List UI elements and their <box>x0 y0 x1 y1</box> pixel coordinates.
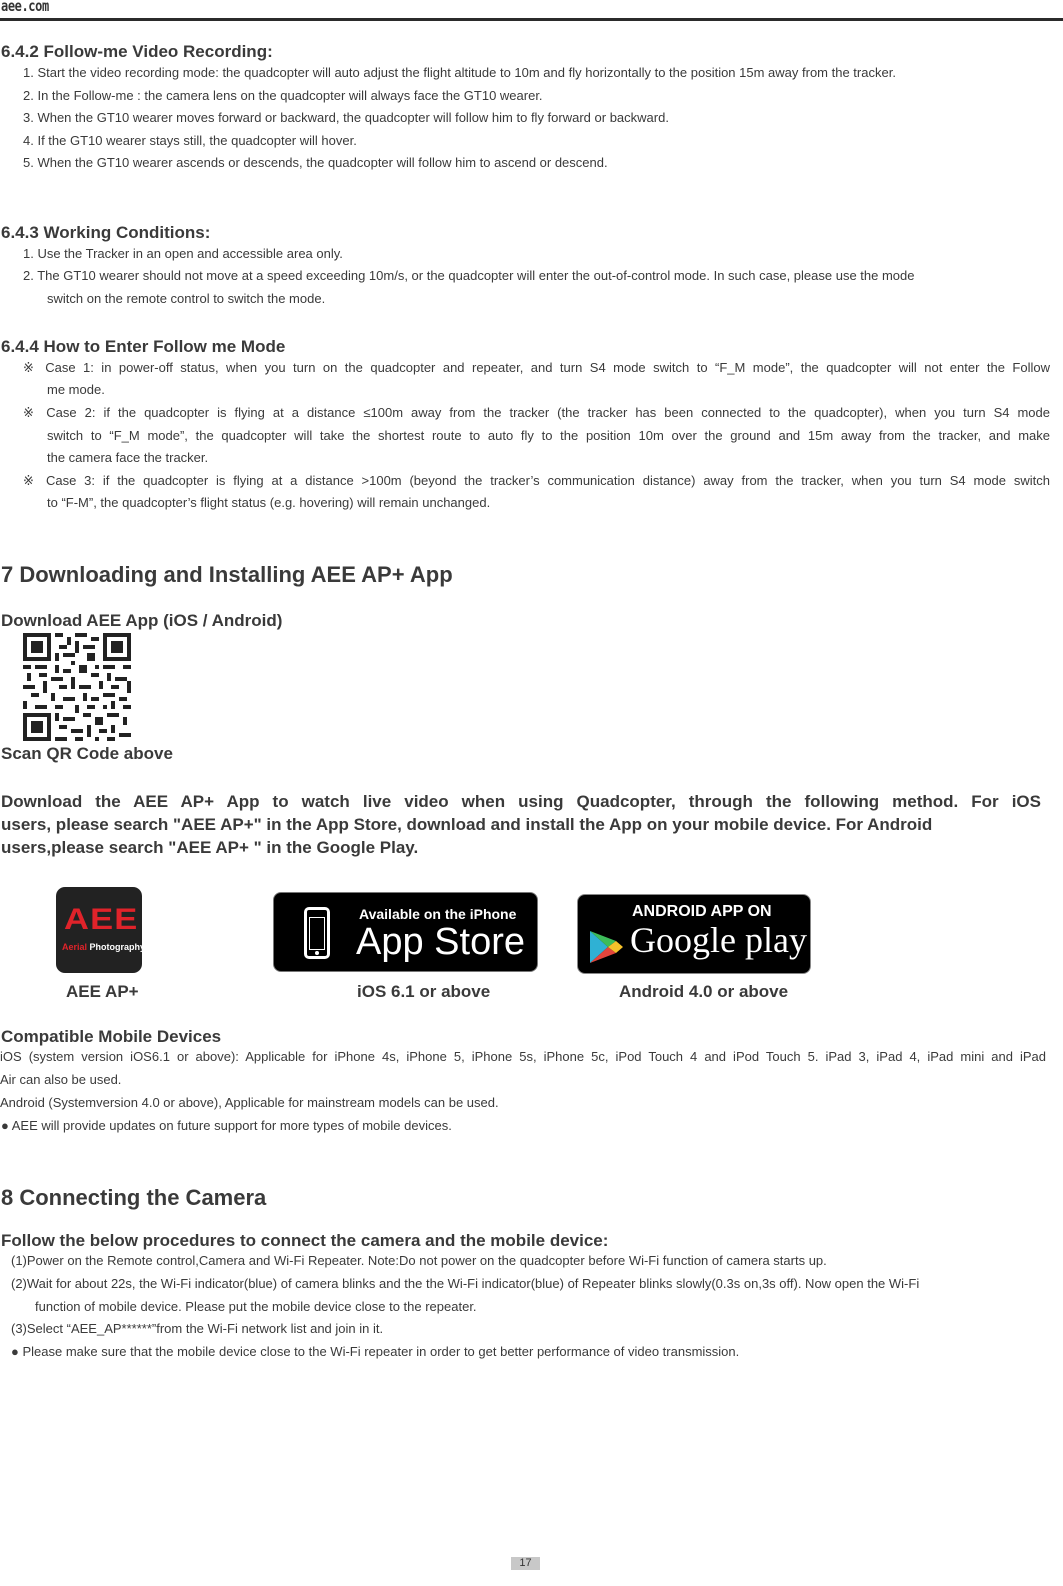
section-644-title: 6.4.4 How to Enter Follow me Mode <box>1 337 286 356</box>
procedure-step: (2)Wait for about 22s, the Wi-Fi indicator(blue) of camera blinks and the the Wi-Fi indicator(blue) of Repeater blinks slowly(0.3s on,3s off). Now open the Wi-Fi <box>11 1276 920 1291</box>
section-8-subtitle: Follow the below procedures to connect the camera and the mobile device: <box>1 1231 609 1250</box>
section-642-item: 1. Start the video recording mode: the quadcopter will auto adjust the flight altitude to 10m and fly horizontally to the position 15m away from the tracker. <box>23 65 896 80</box>
page-number: 17 <box>511 1557 540 1570</box>
section-8-title: 8 Connecting the Camera <box>1 1185 267 1210</box>
section-642-item: 3. When the GT10 wearer moves forward or backward, the quadcopter will follow him to fly forward or backward. <box>23 110 669 125</box>
compatible-line: Air can also be used. <box>0 1072 122 1087</box>
procedure-step: (3)Select “AEE_AP******”from the Wi-Fi network list and join in it. <box>11 1321 384 1336</box>
qr-code-image <box>23 633 131 741</box>
procedure-step-cont: function of mobile device. Please put the mobile device close to the repeater. <box>35 1299 477 1314</box>
compatible-line: Android (Systemversion 4.0 or above), Applicable for mainstream models can be used. <box>0 1095 499 1110</box>
brand-logo-text: aee.com <box>1 0 49 15</box>
google-play-badge-line1: ANDROID APP ON <box>632 903 772 920</box>
download-paragraph-line: users, please search "AEE AP+" in the App Store, download and install the App on your mobile device. For Android <box>1 815 933 834</box>
case-2-cont: switch to “F_M mode”, the quadcopter will take the shortest route to auto fly to the position 10m over the ground and 15m away from the tracker, and make <box>47 428 1050 443</box>
google-play-triangle-icon <box>588 929 624 965</box>
iphone-icon <box>304 907 330 959</box>
case-1-line: ※ Case 1: in power-off status, when you turn on the quadcopter and repeater, and turn S4 mode switch to “F_M mode”, the quadcopter will not enter the Follow <box>23 360 1050 375</box>
download-paragraph-line: users,please search "AEE AP+ " in the Google Play. <box>1 838 419 857</box>
scan-qr-label: Scan QR Code above <box>1 744 173 763</box>
android-version-label: Android 4.0 or above <box>619 982 789 1001</box>
section-642-item: 5. When the GT10 wearer ascends or descends, the quadcopter will follow him to ascend or descend. <box>23 155 608 170</box>
compatible-line: iOS (system version iOS6.1 or above): Applicable for iPhone 4s, iPhone 5, iPhone 5s, iPhone 5c, iPod Touch 4 and iPod Touch 5. iPad 3, iPad 4, iPad mini and iPad <box>0 1049 1046 1064</box>
case-2-cont: the camera face the tracker. <box>47 450 209 465</box>
header-bar <box>0 0 1063 21</box>
procedure-step: (1)Power on the Remote control,Camera and Wi-Fi Repeater. Note:Do not power on the quadcopter before Wi-Fi function of camera starts up. <box>11 1253 827 1268</box>
app-store-badge[interactable] <box>273 892 538 972</box>
case-2-line: ※ Case 2: if the quadcopter is flying at a distance ≤100m away from the tracker (the tracker has been connected to the quadcopter), when you turn S4 mode <box>23 405 1050 420</box>
section-643-item: 2. The GT10 wearer should not move at a speed exceeding 10m/s, or the quadcopter will enter the out-of-control mode. In such case, please use the mode <box>23 268 915 283</box>
app-store-badge-line2: App Store <box>356 921 525 963</box>
google-play-badge-line2: Google play <box>630 920 807 960</box>
aee-app-label: AEE AP+ <box>66 982 139 1001</box>
section-642-item: 2. In the Follow-me : the camera lens on the quadcopter will always face the GT10 wearer. <box>23 88 543 103</box>
aee-app-icon[interactable] <box>56 887 146 973</box>
compatible-bullet: ● AEE will provide updates on future support for more types of mobile devices. <box>1 1118 452 1133</box>
app-store-badge-line1: Available on the iPhone <box>359 906 517 922</box>
download-paragraph-line: Download the AEE AP+ App to watch live video when using Quadcopter, through the following method. For iOS <box>1 792 1041 811</box>
ios-version-label: iOS 6.1 or above <box>357 982 491 1001</box>
section-642-item: 4. If the GT10 wearer stays still, the quadcopter will hover. <box>23 133 357 148</box>
download-heading: Download AEE App (iOS / Android) <box>1 611 283 630</box>
case-3-line: ※ Case 3: if the quadcopter is flying at a distance >100m (beyond the tracker’s communication distance) away from the tracker, when you turn S4 mode switch <box>23 473 1050 488</box>
compatible-devices-title: Compatible Mobile Devices <box>1 1027 222 1046</box>
procedure-bullet: ● Please make sure that the mobile device close to the Wi-Fi repeater in order to get better performance of video transmission. <box>11 1344 740 1359</box>
google-play-badge[interactable] <box>577 894 811 974</box>
section-7-title: 7 Downloading and Installing AEE AP+ App <box>1 562 453 587</box>
section-643-item: 1. Use the Tracker in an open and accessible area only. <box>23 246 343 261</box>
aee-logo-subtitle: Aerial Photography <box>62 942 146 952</box>
case-3-cont: to “F-M”, the quadcopter’s flight status (e.g. hovering) will remain unchanged. <box>47 495 491 510</box>
aee-logo-text: AEE <box>64 903 139 936</box>
section-643-item-cont: switch on the remote control to switch the mode. <box>47 291 326 306</box>
section-642-title: 6.4.2 Follow-me Video Recording: <box>1 42 273 61</box>
section-643-title: 6.4.3 Working Conditions: <box>1 223 211 242</box>
case-1-cont: me mode. <box>47 382 105 397</box>
